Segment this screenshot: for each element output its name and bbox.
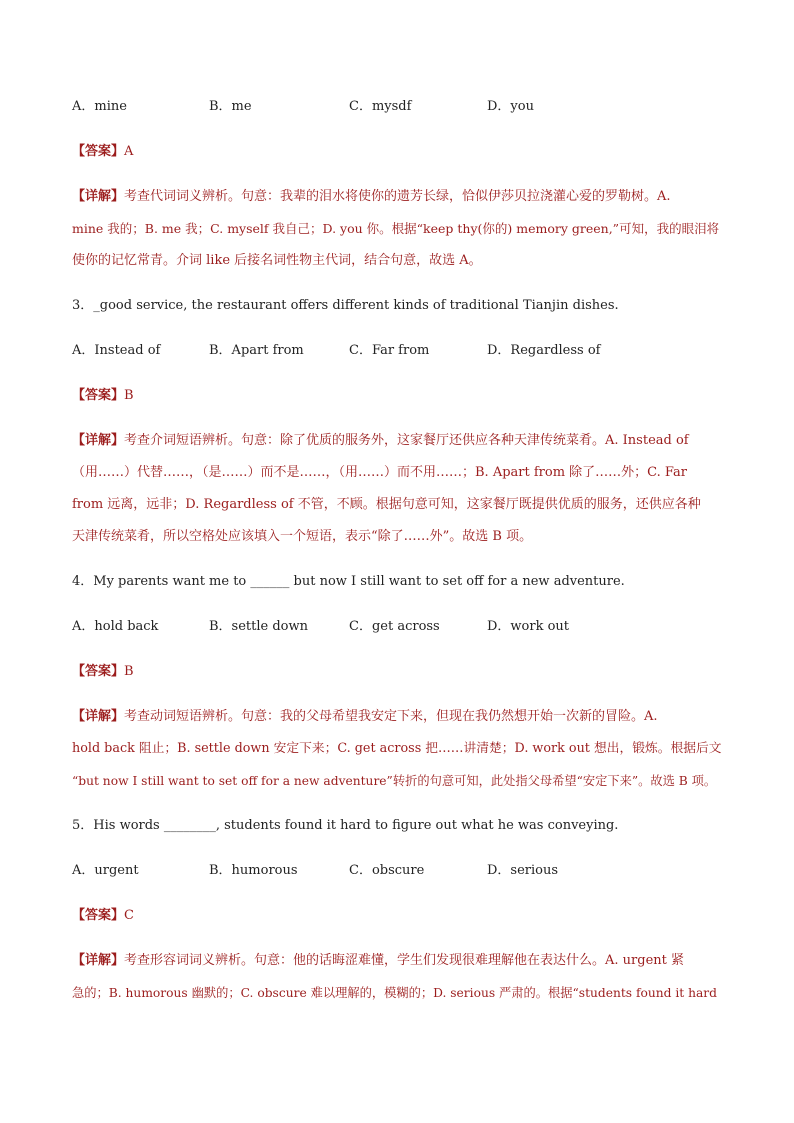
q2-options	[72, 98, 724, 116]
detail-line: mine 我的；B. me 我；C. myself 我自己；D. you 你。根据“keep thy(你的) memory green,”可知，我的眼泪将	[72, 221, 720, 236]
detail-line: 考查介词短语辨析。句意：除了优质的服务外，这家餐厅还供应各种天津传统菜肴。A. Instead of	[124, 433, 689, 448]
q4-options	[72, 618, 724, 636]
answer-value: B	[124, 388, 134, 403]
q3-option-c: C．Far from	[349, 343, 430, 358]
answer-label: 【答案】	[72, 388, 125, 403]
detail-line: 考查形容词词义辨析。句意：他的话晦涩难懂，学生们发现很难理解他在表达什么。A. urgent 紧	[124, 953, 685, 968]
q5-option-d: D．serious	[487, 863, 559, 878]
detail-line: 使你的记忆常青。介词 like 后接名词性物主代词，结合句意，故选 A。	[72, 253, 482, 268]
detail-line: 天津传统菜肴，所以空格处应该填入一个短语，表示“除了……外”。故选 B 项。	[72, 529, 533, 544]
detail-line: hold back 阻止；B. settle down 安定下来；C. get across 把……讲清楚；D. work out 想出，锻炼。根据后文	[72, 741, 722, 756]
q2-option-c: C．mysdf	[349, 99, 412, 114]
answer-value: B	[124, 664, 134, 679]
detail-label: 【详解】	[72, 189, 125, 204]
q3-stem: 3．_good service, the restaurant offers different kinds of traditional Tianjin dishes.	[72, 298, 619, 313]
detail-line: 急的；B. humorous 幽默的；C. obscure 难以理解的，模糊的；D. serious 严肃的。根据“students found it hard	[72, 986, 718, 1000]
q2-detail	[72, 181, 724, 277]
detail-line: 考查动词短语辨析。句意：我的父母希望我安定下来，但现在我仍然想开始一次新的冒险。A.	[124, 709, 658, 724]
detail-label: 【详解】	[72, 709, 125, 724]
q5-options	[72, 862, 724, 880]
q2-answer	[72, 143, 724, 161]
q5-stem: 5．His words ________, students found it hard to figure out what he was conveying.	[72, 818, 619, 833]
detail-line: 考查代词词义辨析。句意：我辈的泪水将使你的遗芳长绿，恰似伊莎贝拉浇灌心爱的罗勒树。A.	[124, 189, 671, 204]
detail-line: （用……）代替……，（是……）而不是……，（用……）而不用……；B. Apart from 除了……外；C. Far	[72, 465, 688, 480]
q4-option-a: A．hold back	[72, 619, 159, 634]
detail-label: 【详解】	[72, 953, 125, 968]
q4-option-b: B．settle down	[209, 619, 308, 634]
q2-option-a: A．mine	[72, 99, 127, 114]
q4-stem: 4．My parents want me to ______ but now I still want to set off for a new adventure.	[72, 574, 625, 589]
answer-value: C	[124, 908, 134, 923]
q3-detail	[72, 425, 724, 553]
detail-label: 【详解】	[72, 433, 125, 448]
q4-answer	[72, 663, 724, 681]
answer-label: 【答案】	[72, 908, 125, 923]
detail-line: “but now I still want to set off for a new adventure”转折的句意可知，此处指父母希望“安定下来”。故选 B 项。	[72, 774, 717, 788]
answer-label: 【答案】	[72, 144, 125, 159]
q5-option-a: A．urgent	[72, 863, 139, 878]
answer-value: A	[124, 144, 134, 159]
q3-answer	[72, 387, 724, 405]
q2-option-b: B．me	[209, 99, 252, 114]
q5-option-b: B．humorous	[209, 863, 298, 878]
q3-option-d: D．Regardless of	[487, 343, 601, 358]
q3-option-a: A．Instead of	[72, 343, 161, 358]
q4-option-d: D．work out	[487, 619, 570, 634]
q3-option-b: B．Apart from	[209, 343, 304, 358]
detail-line: from 远离，远非；D. Regardless of 不管，不顾。根据句意可知，这家餐厅既提供优质的服务，还供应各种	[72, 497, 701, 512]
q4-option-c: C．get across	[349, 619, 440, 634]
q2-option-d: D．you	[487, 99, 534, 114]
q5-detail	[72, 945, 724, 1009]
q3-options	[72, 342, 724, 360]
q4-detail	[72, 701, 724, 797]
answer-label: 【答案】	[72, 664, 125, 679]
q5-option-c: C．obscure	[349, 863, 425, 878]
q5-answer	[72, 907, 724, 925]
